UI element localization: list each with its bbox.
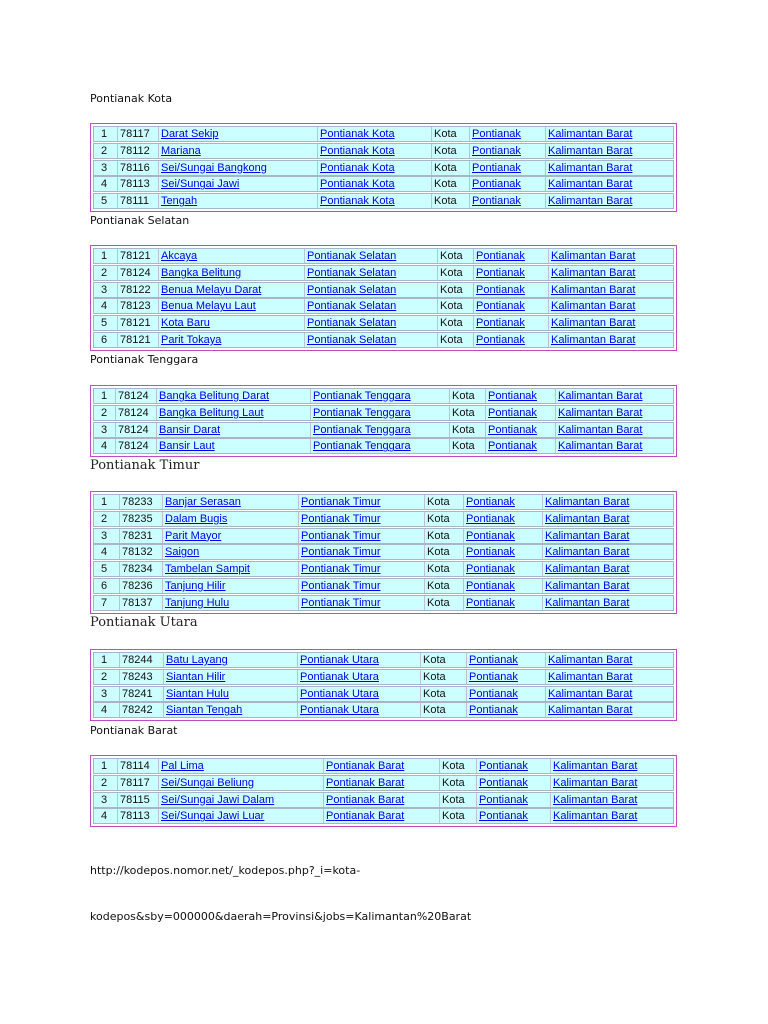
district-name-link[interactable]: Pontianak Timur (301, 596, 381, 609)
postal-code: 78115 (120, 793, 150, 806)
village-name-link[interactable]: Kota Baru (161, 317, 210, 330)
city-name-link[interactable]: Pontianak (466, 529, 515, 542)
postal-code: 78124 (118, 406, 149, 419)
postal-code-table-pontianak-kota (90, 123, 677, 212)
city-name-link[interactable]: Pontianak (479, 776, 528, 789)
province-name-link[interactable]: Kalimantan Barat (551, 250, 636, 262)
province-name-link[interactable]: Kalimantan Barat (548, 161, 633, 174)
postal-code: 78124 (120, 266, 151, 279)
district-name-link[interactable]: Pontianak Selatan (307, 250, 397, 262)
district-name-link[interactable]: Pontianak Timur (301, 563, 381, 576)
village-name-link[interactable]: Bangka Belitung Laut (159, 406, 264, 419)
postal-code-table-pontianak-utara (90, 649, 677, 721)
row-number: 1 (101, 390, 108, 402)
postal-code: 78235 (122, 512, 153, 525)
table-row (93, 702, 674, 718)
type-label: Kota (452, 423, 475, 436)
postal-code: 78132 (122, 546, 153, 559)
row-number: 2 (101, 512, 108, 525)
postal-code: 78123 (120, 300, 151, 313)
village-name-link[interactable]: Banjar Serasan (165, 496, 241, 508)
row-number: 1 (101, 496, 108, 508)
source-url-line-2: kodepos&sby=000000&daerah=Provinsi&jobs=Kalimantan%20Barat (90, 910, 472, 923)
district-name-link[interactable]: Pontianak Barat (326, 776, 405, 789)
postal-code: 78242 (122, 704, 153, 717)
village-name-link[interactable]: Dalam Bugis (165, 512, 228, 525)
type-label: Kota (427, 580, 450, 592)
city-name-link[interactable]: Pontianak (488, 440, 537, 453)
section-title-pontianak-utara: Pontianak Utara (90, 615, 198, 630)
type-label: Kota (440, 334, 463, 346)
province-name-link[interactable]: Kalimantan Barat (551, 334, 636, 346)
city-name-link[interactable]: Pontianak (469, 670, 518, 683)
postal-code: 78114 (120, 760, 150, 772)
district-name-link[interactable]: Pontianak Selatan (307, 283, 397, 296)
village-name-link[interactable]: Siantan Hulu (166, 687, 229, 700)
village-name-link[interactable]: Sei/Sungai Bangkong (161, 161, 267, 174)
row-number: 5 (101, 317, 108, 330)
type-label: Kota (423, 670, 446, 683)
district-name-link[interactable]: Pontianak Timur (301, 546, 381, 559)
table-row (93, 686, 674, 702)
row-number: 2 (101, 266, 108, 279)
row-number: 1 (101, 760, 108, 772)
row-number: 6 (101, 334, 108, 346)
row-number: 2 (101, 144, 108, 157)
city-name-link[interactable]: Pontianak (476, 334, 525, 346)
type-label: Kota (423, 654, 446, 666)
district-name-link[interactable]: Pontianak Timur (301, 580, 381, 592)
district-name-link[interactable]: Pontianak Utara (300, 704, 379, 717)
province-name-link[interactable]: Kalimantan Barat (548, 144, 633, 157)
province-name-link[interactable]: Kalimantan Barat (551, 283, 636, 296)
table-row (93, 438, 674, 454)
postal-code: 78124 (118, 423, 149, 436)
village-name-link[interactable]: Tanjung Hilir (165, 580, 226, 592)
type-label: Kota (434, 195, 457, 208)
postal-code: 78241 (122, 687, 153, 700)
district-name-link[interactable]: Pontianak Tenggara (313, 390, 411, 402)
type-label: Kota (442, 810, 465, 823)
table-row (93, 775, 674, 791)
table-row (93, 494, 674, 510)
type-label: Kota (434, 178, 457, 191)
province-name-link[interactable]: Kalimantan Barat (558, 423, 643, 436)
village-name-link[interactable]: Akcaya (161, 250, 198, 262)
section-title-pontianak-tenggara: Pontianak Tenggara (90, 353, 199, 366)
row-number: 3 (101, 283, 108, 296)
postal-code: 78111 (120, 195, 149, 208)
table-row (93, 669, 674, 685)
row-number: 5 (101, 195, 108, 208)
type-label: Kota (440, 317, 463, 330)
section-title-pontianak-selatan: Pontianak Selatan (90, 214, 190, 227)
district-name-link[interactable]: Pontianak Selatan (307, 266, 397, 279)
postal-code: 78124 (118, 440, 149, 453)
table-row (93, 143, 674, 159)
section-title-pontianak-kota: Pontianak Kota (90, 92, 173, 105)
city-name-link[interactable]: Pontianak (472, 144, 521, 157)
postal-code: 78124 (118, 390, 149, 402)
type-label: Kota (427, 596, 450, 609)
village-name-link[interactable]: Siantan Tengah (166, 704, 243, 717)
village-name-link[interactable]: Parit Mayor (165, 529, 222, 542)
type-label: Kota (440, 266, 463, 279)
type-label: Kota (442, 760, 465, 772)
city-name-link[interactable]: Pontianak (469, 704, 518, 717)
province-name-link[interactable]: Kalimantan Barat (553, 760, 638, 772)
city-name-link[interactable]: Pontianak (476, 250, 525, 262)
table-row (93, 282, 674, 298)
row-number: 4 (101, 440, 108, 453)
district-name-link[interactable]: Pontianak Utara (300, 654, 379, 666)
city-name-link[interactable]: Pontianak (466, 580, 515, 592)
province-name-link[interactable]: Kalimantan Barat (545, 580, 630, 592)
city-name-link[interactable]: Pontianak (472, 128, 521, 140)
village-name-link[interactable]: Benua Melayu Darat (161, 283, 262, 296)
row-number: 3 (101, 793, 108, 806)
table-row (93, 544, 674, 560)
village-name-link[interactable]: Tanjung Hulu (165, 596, 230, 609)
type-label: Kota (434, 161, 457, 174)
postal-code: 78121 (120, 334, 151, 346)
province-name-link[interactable]: Kalimantan Barat (548, 654, 633, 666)
district-name-link[interactable]: Pontianak Timur (301, 512, 381, 525)
district-name-link[interactable]: Pontianak Utara (300, 687, 379, 700)
row-number: 5 (101, 563, 108, 576)
village-name-link[interactable]: Sei/Sungai Jawi Dalam (161, 793, 275, 806)
city-name-link[interactable]: Pontianak (488, 406, 537, 419)
village-name-link[interactable]: Darat Sekip (161, 128, 219, 140)
district-name-link[interactable]: Pontianak Timur (301, 496, 381, 508)
city-name-link[interactable]: Pontianak (466, 496, 515, 508)
village-name-link[interactable]: Sei/Sungai Jawi Luar (161, 810, 265, 823)
district-name-link[interactable]: Pontianak Selatan (307, 317, 397, 330)
village-name-link[interactable]: Bangka Belitung Darat (159, 390, 270, 402)
city-name-link[interactable]: Pontianak (479, 760, 528, 772)
row-number: 3 (101, 529, 108, 542)
postal-code-table-pontianak-tenggara (90, 385, 677, 457)
row-number: 2 (101, 406, 108, 419)
table-row (93, 193, 674, 209)
table-row (93, 315, 674, 331)
postal-code: 78231 (122, 529, 153, 542)
village-name-link[interactable]: Tambelan Sampit (165, 563, 250, 576)
postal-code-table-pontianak-timur (90, 491, 677, 614)
district-name-link[interactable]: Pontianak Barat (326, 760, 405, 772)
table-row (93, 561, 674, 577)
province-name-link[interactable]: Kalimantan Barat (545, 596, 630, 609)
type-label: Kota (423, 704, 446, 717)
village-name-link[interactable]: Saigon (165, 546, 200, 559)
village-name-link[interactable]: Tengah (161, 195, 198, 208)
province-name-link[interactable]: Kalimantan Barat (551, 300, 636, 313)
city-name-link[interactable]: Pontianak (466, 563, 515, 576)
row-number: 4 (101, 546, 108, 559)
province-name-link[interactable]: Kalimantan Barat (558, 440, 643, 453)
city-name-link[interactable]: Pontianak (472, 178, 521, 191)
province-name-link[interactable]: Kalimantan Barat (545, 496, 630, 508)
city-name-link[interactable]: Pontianak (466, 596, 515, 609)
table-row (93, 298, 674, 314)
table-row (93, 388, 674, 404)
province-name-link[interactable]: Kalimantan Barat (545, 512, 630, 525)
postal-code-table-pontianak-selatan (90, 245, 677, 351)
city-name-link[interactable]: Pontianak (469, 687, 518, 700)
city-name-link[interactable]: Pontianak (476, 317, 525, 330)
city-name-link[interactable]: Pontianak (488, 423, 537, 436)
table-row (93, 332, 674, 348)
district-name-link[interactable]: Pontianak Tenggara (313, 423, 411, 436)
type-label: Kota (423, 687, 446, 700)
province-name-link[interactable]: Kalimantan Barat (548, 178, 633, 191)
city-name-link[interactable]: Pontianak (469, 654, 518, 666)
province-name-link[interactable]: Kalimantan Barat (548, 195, 633, 208)
table-row (93, 126, 674, 142)
row-number: 4 (101, 300, 108, 313)
row-number: 4 (101, 178, 108, 191)
village-name-link[interactable]: Sei/Sungai Jawi (161, 178, 240, 191)
district-name-link[interactable]: Pontianak Selatan (307, 300, 397, 313)
type-label: Kota (442, 793, 465, 806)
table-row (93, 422, 674, 438)
village-name-link[interactable]: Bansir Darat (159, 423, 221, 436)
postal-code: 78117 (120, 776, 150, 789)
village-name-link[interactable]: Batu Layang (166, 654, 228, 666)
row-number: 3 (101, 423, 108, 436)
city-name-link[interactable]: Pontianak (488, 390, 537, 402)
type-label: Kota (440, 250, 463, 262)
row-number: 6 (101, 580, 108, 592)
source-url-line-1: http://kodepos.nomor.net/_kodepos.php?_i=kota- (90, 864, 361, 877)
postal-code: 78236 (122, 580, 153, 592)
district-name-link[interactable]: Pontianak Tenggara (313, 406, 411, 419)
city-name-link[interactable]: Pontianak (466, 546, 515, 559)
province-name-link[interactable]: Kalimantan Barat (545, 563, 630, 576)
postal-code-table-pontianak-barat (90, 755, 677, 827)
postal-code: 78116 (120, 161, 150, 174)
type-label: Kota (427, 496, 450, 508)
row-number: 4 (101, 810, 108, 823)
postal-code: 78244 (122, 654, 153, 666)
table-row (93, 265, 674, 281)
postal-code: 78113 (120, 178, 150, 191)
postal-code: 78121 (120, 250, 151, 262)
village-name-link[interactable]: Sei/Sungai Beliung (161, 776, 254, 789)
type-label: Kota (427, 546, 450, 559)
postal-code: 78137 (122, 596, 153, 609)
district-name-link[interactable]: Pontianak Timur (301, 529, 381, 542)
row-number: 2 (101, 670, 108, 683)
city-name-link[interactable]: Pontianak (476, 300, 525, 313)
village-name-link[interactable]: Mariana (161, 144, 201, 157)
village-name-link[interactable]: Siantan Hilir (166, 670, 226, 683)
postal-code: 78121 (120, 317, 151, 330)
city-name-link[interactable]: Pontianak (466, 512, 515, 525)
table-row (93, 405, 674, 421)
postal-code: 78117 (120, 128, 150, 140)
type-label: Kota (427, 529, 450, 542)
district-name-link[interactable]: Pontianak Kota (320, 178, 395, 191)
province-name-link[interactable]: Kalimantan Barat (548, 687, 633, 700)
section-title-pontianak-timur: Pontianak Timur (90, 458, 200, 473)
village-name-link[interactable]: Pal Lima (161, 760, 204, 772)
province-name-link[interactable]: Kalimantan Barat (558, 390, 643, 402)
province-name-link[interactable]: Kalimantan Barat (553, 810, 638, 823)
city-name-link[interactable]: Pontianak (472, 161, 521, 174)
province-name-link[interactable]: Kalimantan Barat (545, 529, 630, 542)
table-row (93, 160, 674, 176)
table-row (93, 652, 674, 668)
district-name-link[interactable]: Pontianak Barat (326, 793, 405, 806)
type-label: Kota (452, 390, 475, 402)
village-name-link[interactable]: Bansir Laut (159, 440, 215, 453)
province-name-link[interactable]: Kalimantan Barat (545, 546, 630, 559)
row-number: 3 (101, 687, 108, 700)
province-name-link[interactable]: Kalimantan Barat (558, 406, 643, 419)
postal-code: 78233 (122, 496, 153, 508)
row-number: 3 (101, 161, 108, 174)
table-row (93, 176, 674, 192)
type-label: Kota (427, 512, 450, 525)
province-name-link[interactable]: Kalimantan Barat (551, 317, 636, 330)
type-label: Kota (440, 300, 463, 313)
section-title-pontianak-barat: Pontianak Barat (90, 724, 178, 737)
table-row (93, 248, 674, 264)
postal-code: 78122 (120, 283, 151, 296)
district-name-link[interactable]: Pontianak Kota (320, 144, 395, 157)
district-name-link[interactable]: Pontianak Utara (300, 670, 379, 683)
city-name-link[interactable]: Pontianak (476, 283, 525, 296)
province-name-link[interactable]: Kalimantan Barat (551, 266, 636, 279)
district-name-link[interactable]: Pontianak Tenggara (313, 440, 411, 453)
row-number: 7 (101, 596, 108, 609)
city-name-link[interactable]: Pontianak (476, 266, 525, 279)
type-label: Kota (427, 563, 450, 576)
district-name-link[interactable]: Pontianak Kota (320, 128, 395, 140)
type-label: Kota (452, 406, 475, 419)
postal-code: 78112 (120, 144, 150, 157)
province-name-link[interactable]: Kalimantan Barat (548, 128, 633, 140)
village-name-link[interactable]: Bangka Belitung (161, 266, 242, 279)
table-row (93, 595, 674, 611)
district-name-link[interactable]: Pontianak Barat (326, 810, 405, 823)
table-row (93, 792, 674, 808)
type-label: Kota (440, 283, 463, 296)
province-name-link[interactable]: Kalimantan Barat (553, 793, 638, 806)
table-row (93, 578, 674, 594)
province-name-link[interactable]: Kalimantan Barat (553, 776, 638, 789)
province-name-link[interactable]: Kalimantan Barat (548, 704, 633, 717)
district-name-link[interactable]: Pontianak Kota (320, 161, 395, 174)
row-number: 1 (101, 128, 108, 140)
type-label: Kota (442, 776, 465, 789)
city-name-link[interactable]: Pontianak (472, 195, 521, 208)
district-name-link[interactable]: Pontianak Kota (320, 195, 395, 208)
table-row (93, 528, 674, 544)
district-name-link[interactable]: Pontianak Selatan (307, 334, 397, 346)
table-row (93, 758, 674, 774)
postal-code: 78243 (122, 670, 153, 683)
city-name-link[interactable]: Pontianak (479, 810, 528, 823)
type-label: Kota (434, 144, 457, 157)
city-name-link[interactable]: Pontianak (479, 793, 528, 806)
row-number: 1 (101, 654, 108, 666)
row-number: 1 (101, 250, 108, 262)
table-row (93, 808, 674, 824)
row-number: 4 (101, 704, 108, 717)
table-row (93, 511, 674, 527)
row-number: 2 (101, 776, 108, 789)
postal-code: 78113 (120, 810, 150, 823)
type-label: Kota (434, 128, 457, 140)
village-name-link[interactable]: Benua Melayu Laut (161, 300, 256, 313)
postal-code: 78234 (122, 563, 153, 576)
village-name-link[interactable]: Parit Tokaya (161, 334, 222, 346)
province-name-link[interactable]: Kalimantan Barat (548, 670, 633, 683)
type-label: Kota (452, 440, 475, 453)
